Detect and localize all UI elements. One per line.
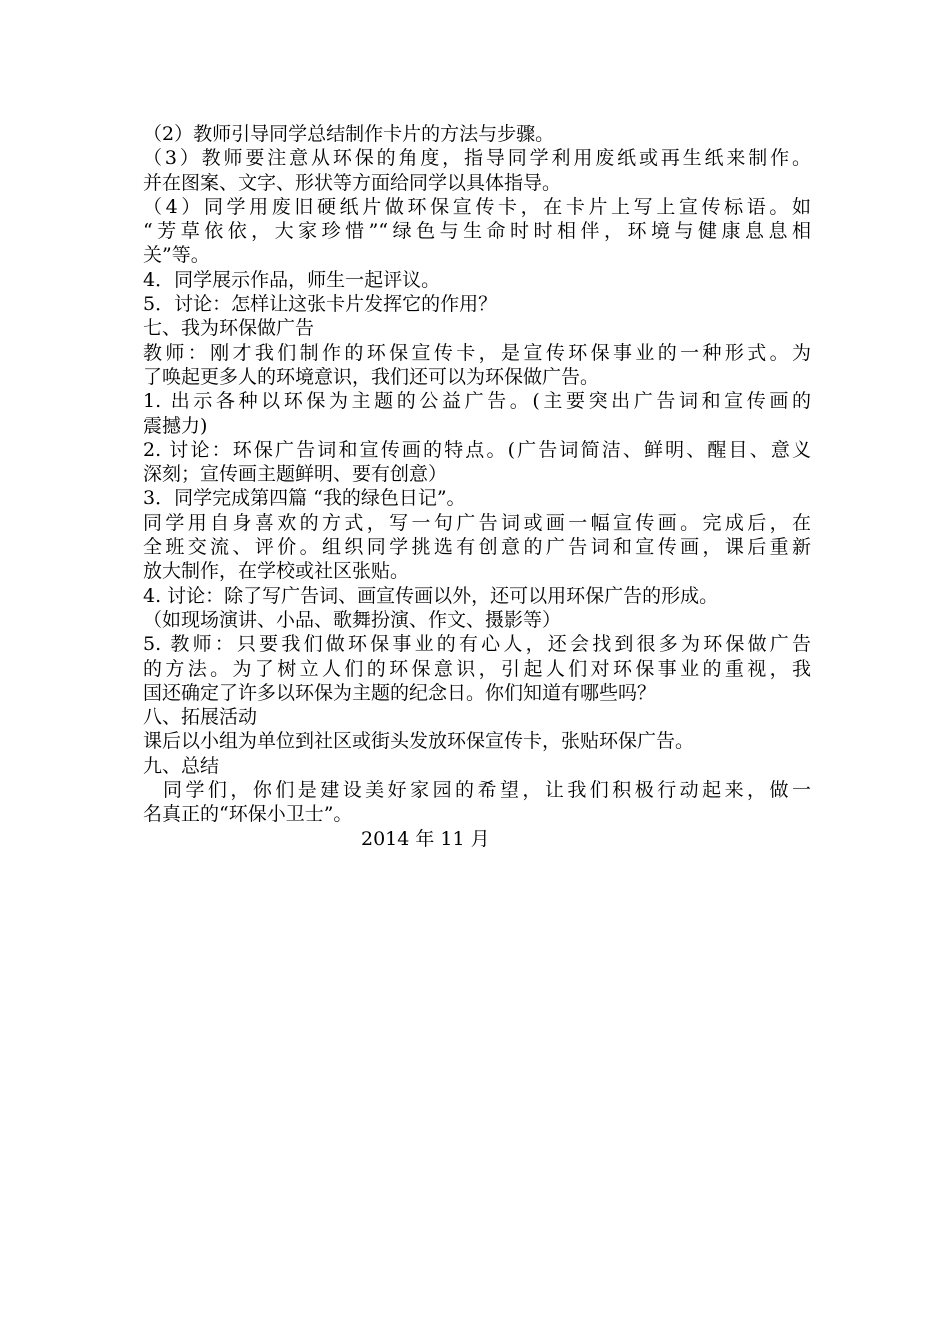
text-line: 3．同学完成第四篇 “我的绿色日记”。 [143,487,466,510]
document-body [143,122,811,851]
text-line: 并在图案、文字、形状等方面给同学以具体指导。 [143,171,562,194]
section-heading: 七、我为环保做广告 [143,317,315,340]
text-line: 同学们，你们是建设美好家园的希望，让我们积极行动起来，做一 [163,779,811,802]
text-line: 名真正的“环保小卫士”。 [143,803,353,826]
text-line: 5．讨论：怎样让这张卡片发挥它的作用？ [143,293,498,316]
text-line: 国还确定了许多以环保为主题的纪念日。你们知道有哪些吗？ [143,681,657,704]
document-date: 2014 年 11 月 [361,827,490,850]
text-line: 关”等。 [143,244,210,267]
text-line: （3）教师要注意从环保的角度，指导同学利用废纸或再生纸来制作。 [143,147,811,170]
text-line: 教师：刚才我们制作的环保宣传卡，是宣传环保事业的一种形式。为 [143,341,811,364]
text-line: 放大制作，在学校或社区张贴。 [143,560,410,583]
text-line: 4．同学展示作品，师生一起评议。 [143,268,441,291]
text-line: 同学用自身喜欢的方式，写一句广告词或画一幅宣传画。完成后，在 [143,511,811,534]
section-heading: 九、总结 [143,754,220,777]
text-line: （如现场演讲、小品、歌舞扮演、作文、摄影等） [143,608,562,631]
text-line: 了唤起更多人的环境意识，我们还可以为环保做广告。 [143,365,600,388]
text-line: （2）教师引导同学总结制作卡片的方法与步骤。 [143,123,555,145]
section-heading: 八、拓展活动 [143,706,258,729]
text-line: 的方法。为了树立人们的环保意识，引起人们对环保事业的重视，我 [143,657,811,680]
text-line: 震撼力) [143,414,208,437]
text-line: 全班交流、评价。组织同学挑选有创意的广告词和宣传画，课后重新 [143,536,811,559]
text-line: 2. 讨论：环保广告词和宣传画的特点。(广告词简洁、鲜明、醒目、意义 [143,438,811,461]
text-line: 5. 教师：只要我们做环保事业的有心人，还会找到很多为环保做广告 [143,633,811,656]
text-line: 1. 出示各种以环保为主题的公益广告。(主要突出广告词和宣传画的 [143,390,811,413]
text-line: “芳草依依，大家珍惜”“绿色与生命时时相伴，环境与健康息息相 [143,220,811,243]
text-line: 深刻；宣传画主题鲜明、要有创意） [143,463,448,486]
text-line: （4）同学用废旧硬纸片做环保宣传卡，在卡片上写上宣传标语。如 [143,195,811,218]
text-line: 课后以小组为单位到社区或街头发放环保宣传卡，张贴环保广告。 [143,730,695,753]
text-line: 4. 讨论：除了写广告词、画宣传画以外，还可以用环保广告的形成。 [143,584,719,607]
